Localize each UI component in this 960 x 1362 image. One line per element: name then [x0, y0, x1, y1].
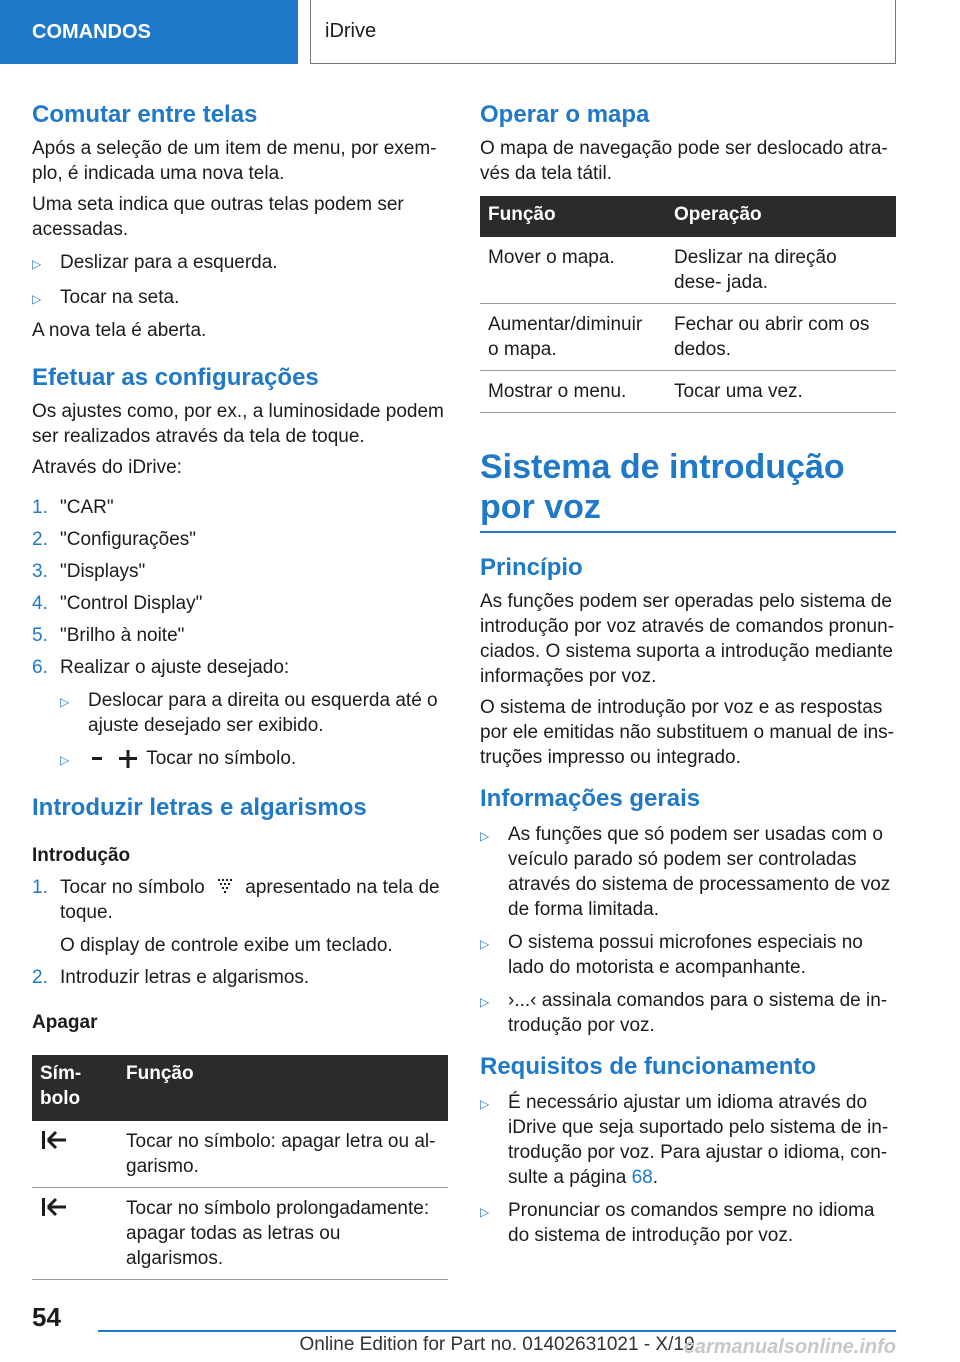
table-cell: Mover o mapa. [480, 237, 666, 304]
map-table [480, 196, 896, 413]
footer-edition: Online Edition for Part no. 01402631021 - X/19 [299, 1334, 695, 1355]
table-cell: Mostrar o menu. [480, 371, 666, 413]
heading-comutar: Comutar entre telas [32, 101, 258, 128]
step-text: Tocar no símbolo [60, 877, 205, 898]
page-link[interactable]: 68 [631, 1167, 653, 1188]
step-item [32, 623, 448, 648]
label-introducao: Introdução [32, 845, 131, 866]
punctuation: . [652, 1167, 659, 1188]
paragraph: Uma seta indica que outras telas podem ser acessadas. [32, 194, 404, 240]
paragraph: Os ajustes como, por ex., a luminosidade podem ser realizados através da tela de toque. [32, 401, 444, 447]
step-item [32, 559, 448, 584]
table-cell: Deslizar na direção dese- jada. [666, 237, 896, 304]
page-number: 54 [32, 1302, 61, 1332]
minus-icon [88, 748, 110, 770]
triangle-right-icon: ▷ [480, 829, 490, 843]
list-item-text: Deslizar para a esquerda. [60, 252, 278, 273]
heading-configuracoes: Efetuar as configurações [32, 364, 319, 391]
topic-tab [310, 0, 896, 64]
list-item [32, 285, 448, 312]
step-number: 1. [32, 497, 48, 518]
table-cell: Tocar uma vez. [666, 371, 896, 413]
list-item-text: Pronunciar os comandos sempre no idioma do sistema de introdução por voz. [508, 1200, 875, 1246]
step-item [32, 965, 448, 990]
table-header-function: Função [118, 1055, 448, 1121]
section-title: COMANDOS [32, 20, 151, 43]
table-cell: Tocar no símbolo: apagar letra ou al- garismo. [118, 1121, 448, 1188]
list-item-text: ›...‹ assinala comandos para o sistema de in- trodução por voz. [508, 990, 888, 1036]
list-item [480, 930, 896, 980]
heading-operar-mapa: Operar o mapa [480, 101, 650, 128]
heading-informacoes: Informações gerais [480, 785, 701, 812]
heading-requisitos: Requisitos de funcionamento [480, 1053, 817, 1080]
list-item-text: As funções que só podem ser usadas com o veículo parado só podem ser controladas através do sistema de processamento de voz de forma limitada. [508, 824, 891, 920]
paragraph: Após a seleção de um item de menu, por exem- plo, é indicada uma nova tela. [32, 138, 437, 184]
step-text: "Configurações" [60, 529, 197, 550]
backspace-icon [40, 1196, 70, 1218]
keyboard-icon [210, 877, 240, 899]
list-item-text: Tocar no símbolo. [146, 748, 297, 769]
triangle-right-icon: ▷ [480, 995, 490, 1009]
paragraph: O display de controle exibe um teclado. [60, 935, 393, 956]
step-text: "Control Display" [60, 593, 203, 614]
step-number: 5. [32, 625, 48, 646]
table-row [480, 371, 896, 413]
chapter-title: Sistema de introdução por voz [480, 447, 896, 533]
step-number: 2. [32, 529, 48, 550]
step-text: "Brilho à noite" [60, 625, 185, 646]
list-item [480, 1090, 896, 1190]
list-item-text: É necessário ajustar um idioma através do iDrive que seja suportado pelo sistema de in- trodução por voz. Para ajustar o idioma, con- sulte a página [508, 1092, 889, 1188]
list-item-text: Tocar na seta. [60, 287, 180, 308]
step-text: Introduzir letras e algarismos. [60, 967, 310, 988]
left-column [32, 100, 448, 1280]
step-text: "CAR" [60, 497, 114, 518]
heading-principio: Princípio [480, 554, 583, 581]
list-item [480, 1198, 896, 1248]
step-number: 6. [32, 657, 48, 678]
sub-list-item [60, 746, 448, 773]
table-cell: Tocar no símbolo prolongadamente: apagar todas as letras ou algarismos. [118, 1188, 448, 1280]
paragraph: A nova tela é aberta. [32, 320, 207, 341]
backspace-icon [40, 1129, 70, 1151]
triangle-right-icon: ▷ [32, 292, 42, 306]
watermark: carmanualsonline.info [683, 1336, 896, 1358]
list-item [32, 250, 448, 277]
triangle-right-icon: ▷ [60, 695, 70, 709]
sub-list-item [60, 688, 448, 738]
topic-title: iDrive [325, 20, 377, 42]
step-text: Realizar o ajuste desejado: [60, 657, 290, 678]
triangle-right-icon: ▷ [480, 937, 490, 951]
paragraph: O mapa de navegação pode ser deslocado atra- vés da tela tátil. [480, 138, 888, 184]
step-number: 4. [32, 593, 48, 614]
step-text: "Displays" [60, 561, 146, 582]
step-item [32, 591, 448, 616]
delete-table [32, 1055, 448, 1280]
table-header-symbol: Sím- bolo [32, 1055, 118, 1121]
step-item [32, 495, 448, 520]
paragraph: As funções podem ser operadas pelo sistema de introdução por voz através de comandos pronun- ciados. O sistema suporta a introdução mediante informações por voz. [480, 591, 895, 687]
triangle-right-icon: ▷ [60, 753, 70, 767]
table-row [32, 1188, 448, 1280]
table-cell: Fechar ou abrir com os dedos. [666, 304, 896, 371]
triangle-right-icon: ▷ [480, 1097, 490, 1111]
triangle-right-icon: ▷ [32, 257, 42, 271]
list-item-text: Deslocar para a direita ou esquerda até o ajuste desejado ser exibido. [88, 690, 438, 736]
paragraph: O sistema de introdução por voz e as respostas por ele emitidas não substituem o manual de ins- truções impresso ou integrado. [480, 697, 895, 768]
plus-icon [115, 748, 141, 770]
step-text: apresentado na tela de toque. [60, 877, 440, 923]
step-number: 2. [32, 967, 48, 988]
table-row [480, 237, 896, 304]
table-cell: Aumentar/diminuir o mapa. [480, 304, 666, 371]
step-item [32, 655, 448, 680]
heading-introduzir: Introduzir letras e algarismos [32, 794, 367, 821]
table-header-function: Função [480, 196, 666, 237]
step-number: 3. [32, 561, 48, 582]
table-row [32, 1121, 448, 1188]
table-header-operation: Operação [666, 196, 896, 237]
step-item [32, 527, 448, 552]
step-item [32, 875, 448, 925]
list-item [480, 822, 896, 922]
step-number: 1. [32, 877, 48, 898]
table-row [480, 304, 896, 371]
section-tab [0, 0, 298, 64]
label-apagar: Apagar [32, 1012, 98, 1033]
paragraph: Através do iDrive: [32, 457, 182, 478]
list-item-text: O sistema possui microfones especiais no lado do motorista e acompanhante. [508, 932, 863, 978]
right-column [480, 100, 896, 1248]
triangle-right-icon: ▷ [480, 1205, 490, 1219]
list-item [480, 988, 896, 1038]
footer-rule [98, 1330, 896, 1332]
